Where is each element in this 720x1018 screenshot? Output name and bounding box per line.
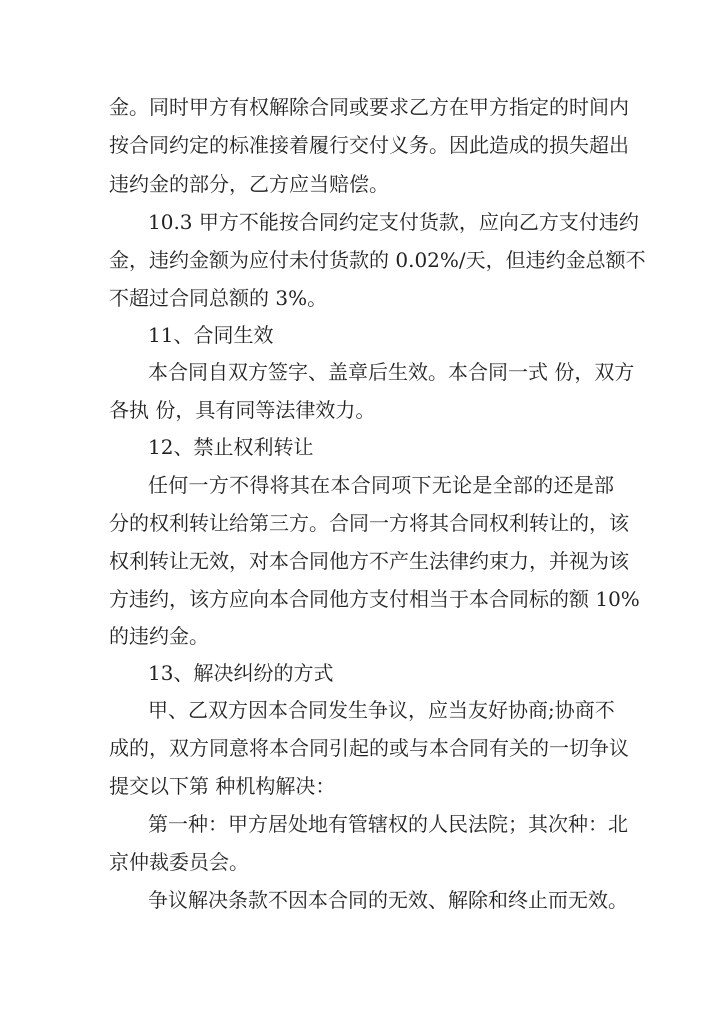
paragraph-line: 的违约金。 — [109, 624, 209, 648]
paragraph-line: 成的，双方同意将本合同引起的或与本合同有关的一切争议 — [109, 736, 629, 760]
paragraph-line: 京仲裁委员会。 — [109, 850, 249, 874]
paragraph-line: 争议解决条款不因本合同的无效、解除和终止而无效。 — [148, 888, 628, 912]
paragraph-line: 提交以下第 种机构解决： — [109, 774, 336, 798]
paragraph-line: 按合同约定的标准接着履行交付义务。因此造成的损失超出 — [109, 133, 629, 157]
section-heading-11: 11、合同生效 — [148, 323, 274, 347]
section-heading-13: 13、解决纠纷的方式 — [148, 661, 334, 685]
paragraph-line: 分的权利转让给第三方。合同一方将其合同权利转让的，该 — [109, 511, 629, 535]
paragraph-line: 金。同时甲方有权解除合同或要求乙方在甲方指定的时间内 — [109, 95, 629, 119]
clause-10-3-line: 10.3 甲方不能按合同约定支付货款，应向乙方支付违约 — [148, 210, 639, 234]
paragraph-line: 不超过合同总额的 3%。 — [109, 286, 328, 310]
section-heading-12: 12、禁止权利转让 — [148, 435, 314, 459]
paragraph-line: 第一种：甲方居处地有管辖权的人民法院；其次种：北 — [148, 812, 628, 836]
paragraph-line: 任何一方不得将其在本合同项下无论是全部的还是部 — [148, 473, 614, 497]
paragraph-line: 各执 份，具有同等法律效力。 — [109, 398, 376, 422]
paragraph-line: 甲、乙双方因本合同发生争议，应当友好协商;协商不 — [148, 698, 615, 722]
paragraph-line: 权利转让无效，对本合同他方不产生法律约束力，并视为该 — [109, 549, 629, 573]
paragraph-line: 本合同自双方签字、盖章后生效。本合同一式 份，双方 — [148, 360, 635, 384]
paragraph-line: 金，违约金额为应付未付货款的 0.02%/天，但违约金总额不 — [109, 248, 646, 272]
paragraph-line: 方违约，该方应向本合同他方支付相当于本合同标的额 10% — [109, 587, 640, 611]
paragraph-line: 违约金的部分，乙方应当赔偿。 — [109, 172, 389, 196]
